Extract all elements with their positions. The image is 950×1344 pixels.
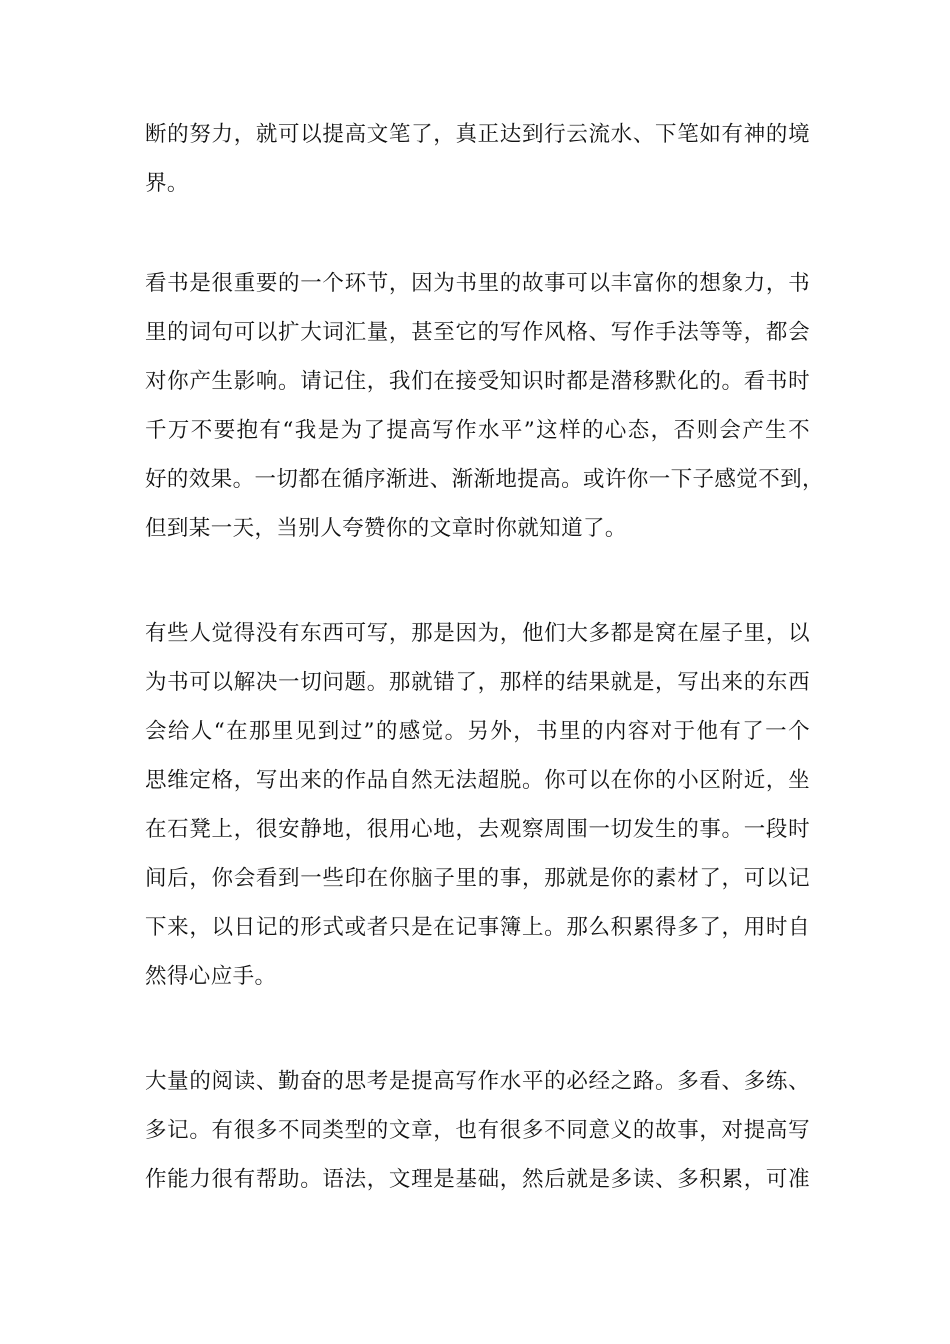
text-line: 界。 [145,171,189,196]
text-line: 思维定格，写出来的作品自然无法超脱。你可以在你的小区附近，坐 [145,768,810,793]
text-line: 断的努力，就可以提高文笔了，真正达到行云流水、下笔如有神的境 [145,122,810,147]
text-line: 多记。有很多不同类型的文章，也有很多不同意义的故事，对提高写 [145,1118,810,1143]
paragraph-2 [145,259,824,553]
text-line: 在石凳上，很安静地，很用心地，去观察周围一切发生的事。一段时 [145,817,810,842]
text-line: 好的效果。一切都在循序渐进、渐渐地提高。或许你一下子感觉不到， [145,467,824,492]
text-line: 看书是很重要的一个环节，因为书里的故事可以丰富你的想象力，书 [145,271,810,296]
text-line: 然得心应手。 [145,964,277,989]
paragraph-1 [145,110,810,208]
text-line: 对你产生影响。请记住，我们在接受知识时都是潜移默化的。看书时 [145,369,810,394]
text-line: 有些人觉得没有东西可写，那是因为，他们大多都是窝在屋子里，以 [145,621,810,646]
text-line: 大量的阅读、勤奋的思考是提高写作水平的必经之路。多看、多练、 [145,1069,810,1094]
text-line: 下来，以日记的形式或者只是在记事簿上。那么积累得多了，用时自 [145,915,810,940]
text-line: 里的词句可以扩大词汇量，甚至它的写作风格、写作手法等等，都会 [145,320,810,345]
text-line: 千万不要抱有“我是为了提高写作水平”这样的心态，否则会产生不 [145,418,810,443]
paragraph-4 [145,1057,810,1204]
text-line: 间后，你会看到一些印在你脑子里的事，那就是你的素材了，可以记 [145,866,810,891]
text-line: 为书可以解决一切问题。那就错了，那样的结果就是，写出来的东西 [145,670,810,695]
paragraph-3 [145,609,810,1001]
text-line: 会给人“在那里见到过”的感觉。另外，书里的内容对于他有了一个 [145,719,810,744]
text-line: 但到某一天，当别人夸赞你的文章时你就知道了。 [145,516,627,541]
text-line: 作能力很有帮助。语法，文理是基础，然后就是多读、多积累，可准 [145,1167,810,1192]
